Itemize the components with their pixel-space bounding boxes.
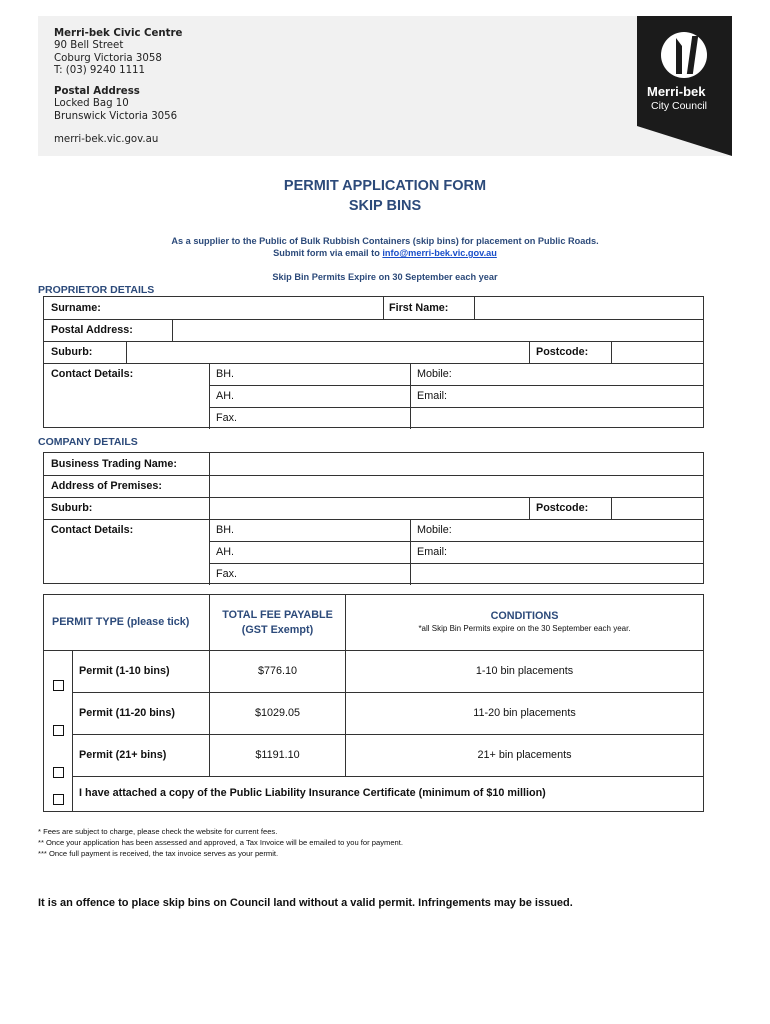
permit-21-plus-condition: 21+ bin placements — [477, 749, 572, 761]
expiry-note: Skip Bin Permits Expire on 30 September each year — [272, 272, 498, 282]
submit-instructions — [0, 248, 770, 258]
council-logo — [637, 16, 732, 156]
postal-line1: Locked Bag 10 — [54, 98, 129, 110]
premises-label: Address of Premises: — [51, 480, 163, 492]
surname-field[interactable] — [127, 297, 383, 319]
permit-1-10-fee: $776.10 — [257, 665, 298, 677]
permit-21-plus-checkbox[interactable] — [53, 767, 64, 778]
proprietor-table — [43, 296, 704, 428]
permit-21-plus-fee: $1191.10 — [255, 749, 300, 761]
first-name-label: First Name: — [389, 302, 449, 314]
permit-21-plus-label: Permit (21+ bins) — [79, 749, 167, 761]
civic-centre-title: Merri-bek Civic Centre — [54, 28, 183, 39]
permit-1-10-condition: 1-10 bin placements — [475, 665, 574, 677]
footnote-fees: * Fees are subject to charge, please check the website for current fees. — [38, 827, 278, 836]
submit-prefix: Submit form via email to — [273, 248, 383, 258]
company-mobile-label: Mobile: — [417, 524, 452, 536]
permit-11-20-checkbox[interactable] — [53, 725, 64, 736]
civic-centre-line1: 90 Bell Street — [54, 40, 124, 52]
form-title: PERMIT APPLICATION FORM — [283, 178, 487, 194]
postal-line2: Brunswick Victoria 3056 — [54, 110, 178, 122]
footnotes — [38, 826, 403, 860]
suburb-field[interactable] — [127, 341, 529, 363]
company-postcode-field[interactable] — [612, 497, 703, 519]
company-fax-label: Fax. — [216, 568, 237, 580]
company-suburb-label: Suburb: — [51, 502, 93, 514]
email-link[interactable]: info@merri-bek.vic.gov.au — [382, 248, 497, 258]
civic-centre-line2: Coburg Victoria 3058 — [54, 52, 162, 64]
company-table — [43, 452, 704, 584]
fax-label: Fax. — [216, 412, 237, 424]
company-heading: COMPANY DETAILS — [38, 436, 138, 448]
proprietor-heading: PROPRIETOR DETAILS — [38, 284, 155, 296]
postcode-label: Postcode: — [536, 346, 589, 358]
fee-header-line1: TOTAL FEE PAYABLE — [222, 609, 333, 621]
permit-1-10-checkbox[interactable] — [53, 680, 64, 691]
postal-address — [54, 86, 177, 123]
company-postcode-label: Postcode: — [536, 502, 589, 514]
conditions-note: *all Skip Bin Permits expire on the 30 September each year. — [418, 624, 631, 633]
postal-title: Postal Address — [54, 86, 140, 97]
contact-details-label: Contact Details: — [51, 368, 134, 380]
civic-centre-address — [54, 28, 182, 78]
conditions-header-cell — [346, 610, 703, 633]
premises-field[interactable] — [210, 475, 703, 497]
permit-11-20-condition: 11-20 bin placements — [473, 707, 576, 719]
email-label: Email: — [417, 390, 447, 402]
logo-name: Merri-bek — [647, 84, 706, 99]
insurance-checkbox[interactable] — [53, 794, 64, 805]
letterhead — [38, 16, 732, 156]
website: merri-bek.vic.gov.au — [54, 134, 159, 145]
intro-text: As a supplier to the Public of Bulk Rubbish Containers (skip bins) for placement on Public Roads. — [171, 236, 599, 246]
fee-header — [210, 608, 345, 638]
conditions-header: CONDITIONS — [490, 610, 559, 622]
first-name-field[interactable] — [475, 297, 703, 319]
trading-name-label: Business Trading Name: — [51, 458, 177, 470]
surname-label: Surname: — [51, 302, 101, 314]
footnote-permit: *** Once full payment is received, the tax invoice serves as your permit. — [38, 849, 279, 859]
postal-address-label: Postal Address: — [51, 324, 133, 336]
suburb-label: Suburb: — [51, 346, 93, 358]
insurance-statement: I have attached a copy of the Public Liability Insurance Certificate (minimum of $10 million) — [79, 787, 546, 799]
company-email-label: Email: — [417, 546, 447, 558]
permit-11-20-label: Permit (11-20 bins) — [79, 707, 176, 719]
company-bh-label: BH. — [216, 524, 234, 536]
trading-name-field[interactable] — [210, 453, 703, 475]
postal-address-field[interactable] — [173, 319, 703, 341]
company-suburb-field[interactable] — [210, 497, 529, 519]
permit-table — [43, 594, 704, 812]
fee-header-line2: (GST Exempt) — [241, 624, 314, 636]
permit-1-10-label: Permit (1-10 bins) — [79, 665, 170, 677]
form-subtitle: SKIP BINS — [348, 198, 422, 214]
bh-label: BH. — [216, 368, 234, 380]
footnote-invoice: ** Once your application has been assessed and approved, a Tax Invoice will be emailed to you for payment. — [38, 838, 403, 848]
logo-subtitle: City Council — [651, 100, 708, 112]
permit-type-header: PERMIT TYPE (please tick) — [52, 616, 190, 628]
company-contact-label: Contact Details: — [51, 524, 134, 536]
permit-11-20-fee: $1029.05 — [254, 707, 301, 719]
company-ah-label: AH. — [216, 546, 234, 558]
civic-centre-phone: T: (03) 9240 1111 — [54, 65, 146, 77]
postcode-field[interactable] — [612, 341, 703, 363]
offence-warning: It is an offence to place skip bins on Council land without a valid permit. Infringements may be issued. — [38, 897, 573, 909]
mobile-label: Mobile: — [417, 368, 452, 380]
ah-label: AH. — [216, 390, 234, 402]
